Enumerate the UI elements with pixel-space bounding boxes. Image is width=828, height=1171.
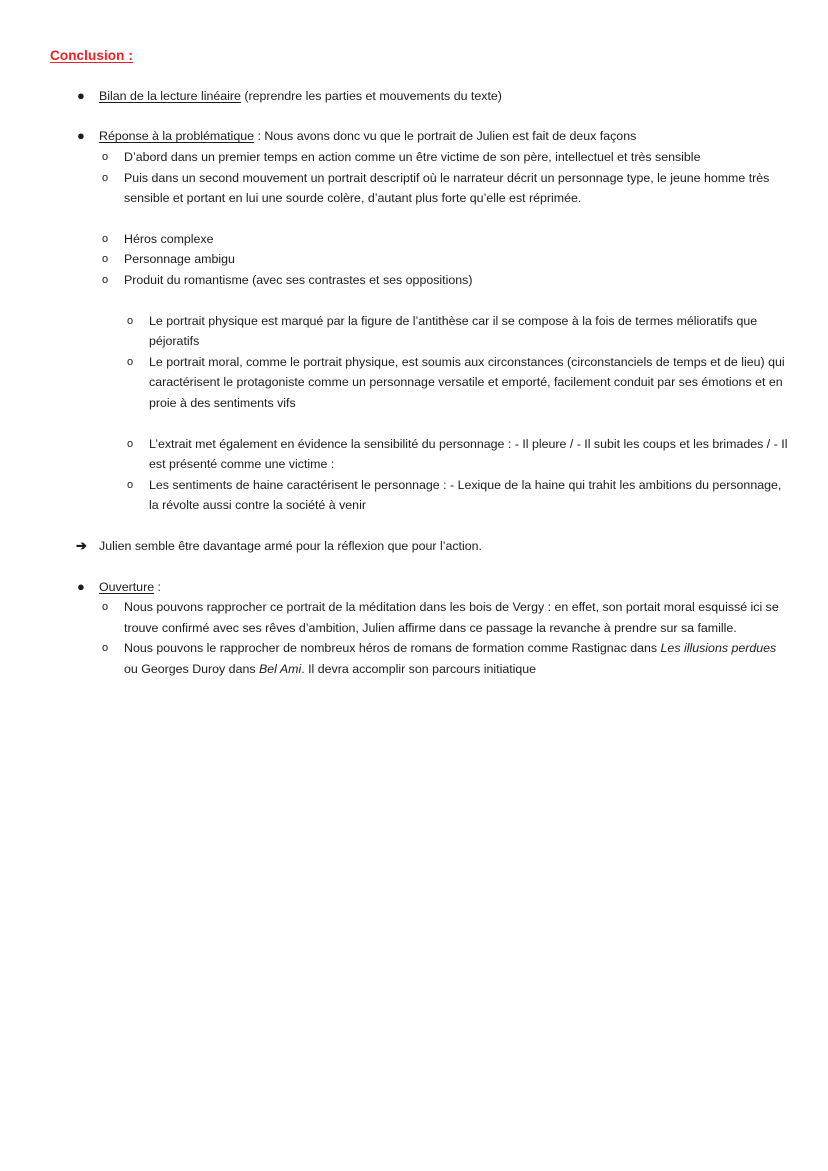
- disc-bullet-icon: ●: [77, 578, 85, 594]
- bullet-ouverture-rest: :: [154, 579, 161, 594]
- circle-bullet-icon: o: [127, 355, 134, 368]
- bullet-ouverture-a-text: Nous pouvons rapprocher ce portrait de la méditation dans les bois de Vergy : en effet, son portait moral esquissé ici se trouve confirmé avec ses rêves d’ambition, Julien affirme dans ce passage la revanche à prendre sur sa famille.: [124, 600, 779, 635]
- disc-bullet-icon: ●: [77, 87, 85, 103]
- circle-bullet-icon: o: [102, 642, 109, 655]
- arrow-julien-reflexion-text: Julien semble être davantage armé pour la réflexion que pour l’action.: [99, 538, 482, 553]
- bullet-reponse-a: [50, 147, 792, 168]
- bullet-reponse-text: [99, 126, 792, 147]
- bullet-ouverture: [50, 577, 792, 598]
- bullet-personnage-ambigu-text: Personnage ambigu: [124, 252, 235, 267]
- bullet-personnage-ambigu: [50, 249, 792, 270]
- bullet-portrait-physique-text: Le portrait physique est marqué par la figure de l’antithèse car il se compose à la fois de termes mélioratifs que péjoratifs: [149, 313, 758, 349]
- bullet-portrait-physique: [50, 311, 792, 352]
- circle-bullet-icon: o: [102, 171, 109, 184]
- bullet-bilan: [50, 86, 792, 107]
- bullet-produit-romantisme-text: Produit du romantisme (avec ses contrastes et ses oppositions): [124, 273, 473, 288]
- bullet-sentiments-haine: [50, 475, 792, 516]
- bullet-reponse: [50, 126, 792, 147]
- bullet-ouverture-a: [50, 597, 792, 638]
- bullet-heros-complexe: [50, 229, 792, 250]
- bullet-ouverture-b: [50, 638, 792, 679]
- bullet-sentiments-haine-text: Les sentiments de haine caractérisent le personnage : - Lexique de la haine qui trahit les ambitions du personnage, la révolte aussi contre la société à venir: [149, 477, 782, 513]
- page-title: Conclusion :: [50, 48, 133, 63]
- italic-title: Les illusions perdues: [660, 641, 777, 656]
- bullet-sensibilite: [50, 434, 792, 475]
- italic-title: Bel Ami: [259, 661, 302, 676]
- circle-bullet-icon: o: [102, 232, 109, 245]
- bullet-reponse-lead: Réponse à la problématique: [99, 129, 254, 144]
- circle-bullet-icon: o: [127, 314, 134, 327]
- bullet-reponse-a-text: D’abord dans un premier temps en action comme un être victime de son père, intellectuel et très sensible: [124, 150, 701, 165]
- arrow-julien-reflexion: [50, 536, 792, 557]
- circle-bullet-icon: o: [102, 253, 109, 266]
- bullet-reponse-b: [50, 168, 792, 209]
- bullet-ouverture-b-text: Nous pouvons le rapprocher de nombreux héros de romans de formation comme Rastignac dans Les illusions perdues ou Georges Duroy dans Bel Ami. Il devra accomplir son parcours initiatique: [124, 641, 777, 676]
- circle-bullet-icon: o: [127, 478, 134, 491]
- circle-bullet-icon: o: [102, 151, 109, 164]
- bullet-heros-complexe-text: Héros complexe: [124, 231, 214, 246]
- bullet-bilan-text: [99, 86, 792, 107]
- bullet-sensibilite-text: L’extrait met également en évidence la sensibilité du personnage : - Il pleure / - Il subit les coups et les brimades / - Il est présenté comme une victime :: [149, 436, 788, 472]
- bullet-reponse-b-text: Puis dans un second mouvement un portrait descriptif où le narrateur décrit un personnage type, le jeune homme très sensible et portant en lui une sourde colère, d’autant plus forte qu’elle est réprimée.: [124, 170, 770, 206]
- bullet-bilan-rest: (reprendre les parties et mouvements du texte): [240, 88, 502, 103]
- bullet-ouverture-text: [99, 577, 792, 598]
- bullet-produit-romantisme: [50, 270, 792, 291]
- right-arrow-icon: ➔: [76, 537, 87, 553]
- document-body: [50, 48, 792, 680]
- disc-bullet-icon: ●: [77, 128, 85, 144]
- bullet-bilan-lead: Bilan de la lecture linéaire: [99, 88, 241, 103]
- circle-bullet-icon: o: [102, 601, 109, 614]
- bullet-ouverture-lead: Ouverture: [99, 579, 155, 594]
- bullet-portrait-moral: [50, 352, 792, 414]
- circle-bullet-icon: o: [102, 274, 109, 287]
- circle-bullet-icon: o: [127, 437, 134, 450]
- bullet-reponse-rest: : Nous avons donc vu que le portrait de Julien est fait de deux façons: [254, 129, 637, 144]
- bullet-portrait-moral-text: Le portrait moral, comme le portrait physique, est soumis aux circonstances (circonstanciels de temps et de lieu) qui caractérisent le protagoniste comme un personnage versatile et emporté, facilement conduit par ses émotions et en proie à des sentiments vifs: [149, 354, 785, 410]
